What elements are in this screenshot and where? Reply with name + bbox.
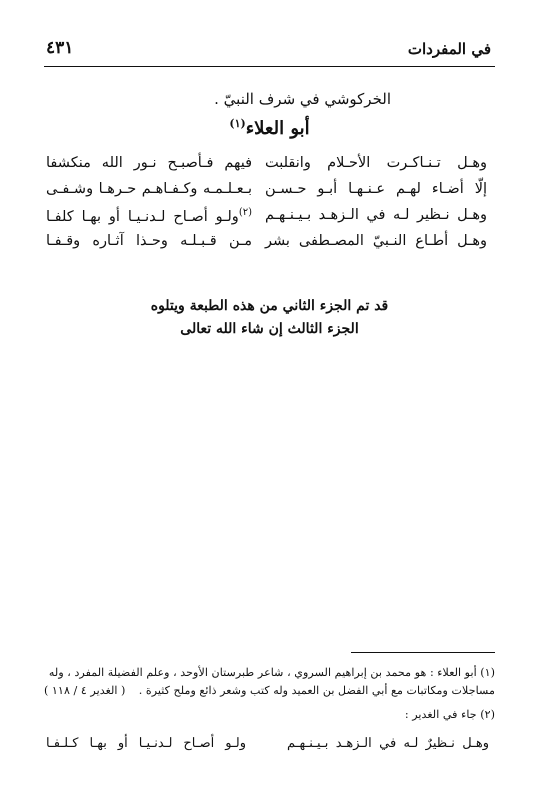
footnote-1-line-2: مساجلات ومكاتبات مع أبي الفضل بن العميد وله كتب وشعر ذائع وملح كثيرة .	[138, 684, 495, 697]
footnote-2-verse-second: ولـو أصـاح لـدنـيـا أو بهـا كـلـفـا	[46, 736, 246, 751]
verse-4-first-hemistich: وهـل أطـاع النـبيّ المصـطفى بشر	[265, 233, 487, 249]
intro-line: الخركوشي في شرف النبيّ .	[214, 90, 391, 108]
footnote-rule	[351, 652, 495, 653]
page-number: ٤٣١	[46, 38, 74, 58]
poet-heading	[0, 117, 539, 139]
footnote-2-verse-first: وهـل نـظيرٌ لـه في الـزهـد بـيـنـهـم	[287, 736, 489, 751]
verse-1-second-hemistich: فيهم فـأصبـح نـور الله منكشفا	[46, 155, 252, 171]
poet-name: أبو العلاء	[245, 118, 310, 139]
running-head-title: في المفردات	[407, 40, 491, 58]
footnote-1-reference: ( الغدير ٤ / ١١٨ )	[44, 684, 126, 697]
header-rule	[44, 66, 495, 67]
poet-note-mark: (١)	[229, 117, 246, 130]
footnote-2-line: (٢) جاء في الغدير :	[404, 708, 495, 721]
verse-3-second-hemistich	[46, 207, 252, 225]
verse-2-first-hemistich: إلّا أضـاء لهـم عـنـهـا أبـو حـسـن	[265, 181, 487, 197]
verse-1-first-hemistich: وهـل تـنـاكـرت الأحـلام وانقلبت	[265, 155, 487, 171]
verse-3-second-text: ولـو أصـاح لـدنـيـا أو بهـا كلفـا	[46, 208, 239, 225]
closing-line-1: قد تم الجزء الثاني من هذه الطبعة ويتلوه	[150, 298, 389, 314]
verse-4-second-hemistich: مـن قـبـلـه وحـذا آثـاره وقـفـا	[46, 233, 252, 249]
footnote-1-line-1: (١) أبو العلاء : هو محمد بن إبراهيم السروي ، شاعر طبرستان الأوحد ، وعلم الفضيلة المفرد ، وله	[48, 666, 495, 679]
verse-2-second-hemistich: بـعـلـمـه وكـفـاهـم حـرهـا وشـفـى	[46, 181, 252, 197]
verse-3-first-hemistich: وهـل نـظير لـه في الـزهـد بـيـنـهـم	[265, 207, 487, 223]
closing-line-2: الجزء الثالث إن شاء الله تعالى	[180, 321, 359, 337]
verse-3-note-mark: (٢)	[238, 207, 252, 218]
